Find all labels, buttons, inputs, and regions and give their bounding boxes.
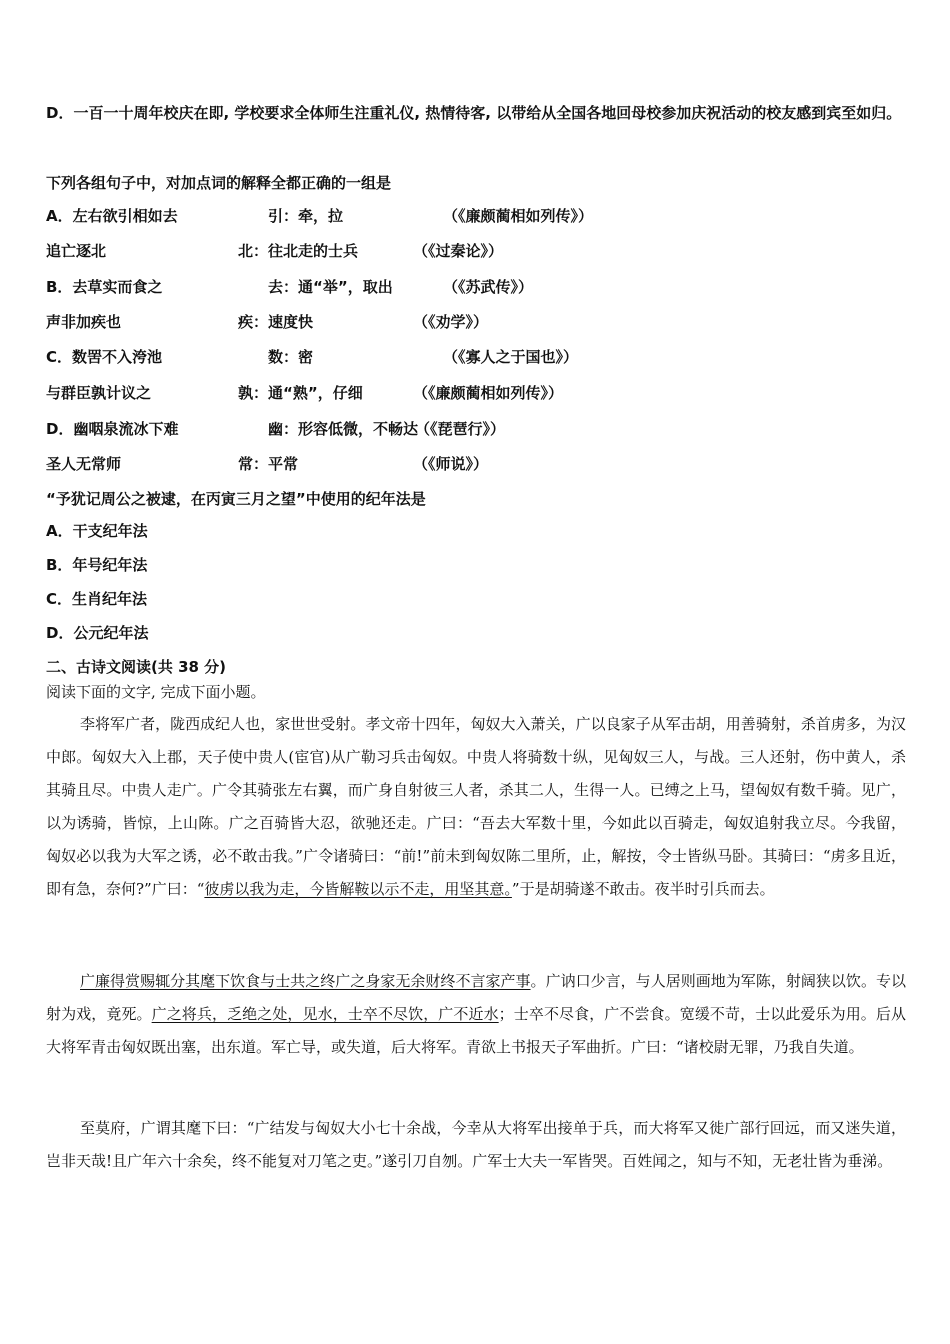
gloss-b2-source: （《劝学》） bbox=[413, 313, 489, 331]
gloss-a-source: （《廉颇蔺相如列传》） bbox=[443, 207, 594, 225]
gloss-b2-meaning: 疾：速度快 bbox=[238, 313, 314, 331]
gloss-c2-meaning: 孰：通“熟”，仔细 bbox=[238, 384, 363, 402]
section-title: 二、古诗文阅读(共 38 分) bbox=[46, 658, 227, 676]
gloss-c2-source: （《廉颇蔺相如列传》） bbox=[413, 384, 564, 402]
passage-paragraph-2 bbox=[46, 965, 906, 1064]
gloss-question-stem: 下列各组句子中，对加点词的解释全都正确的一组是 bbox=[46, 174, 392, 192]
section-instruction: 阅读下面的文字, 完成下面小题。 bbox=[46, 683, 266, 701]
passage-p2-underlined-sentence: 广之将兵，乏绝之处，见水，士卒不尽饮，广不近水 bbox=[151, 1005, 499, 1023]
gloss-d-source: （《琵琶行》） bbox=[415, 420, 506, 438]
passage-p2-text-b: ；士卒不尽食，广不尝食。宽缓不苛，士以此爱乐为用。后从大将军青击匈奴既出塞，出东道。军亡导，或失道，后大将军。青欲上书报天子军曲折。广曰：“诸校尉无罪，乃我自失道。 bbox=[46, 1005, 906, 1056]
passage-p2-text-a: 。广讷口少言，与人居则画地为军陈，射阔狭以饮。专以射为戏，竟死。 bbox=[46, 972, 906, 1023]
gloss-d2-meaning: 常：平常 bbox=[238, 455, 299, 473]
gloss-d-sentence: D．幽咽泉流冰下难 bbox=[46, 420, 179, 438]
previous-question-option-d: D．一百一十周年校庆在即, 学校要求全体师生注重礼仪, 热情待客, 以带给从全国各地回母校参加庆祝活动的校友感到宾至如归。 bbox=[46, 104, 902, 122]
calendar-option-b: B．年号纪年法 bbox=[46, 556, 148, 574]
gloss-b-sentence: B．去草实而食之 bbox=[46, 278, 163, 296]
gloss-b2-sentence: 声非加疾也 bbox=[46, 313, 122, 331]
gloss-a2-source: （《过秦论》） bbox=[413, 242, 504, 260]
gloss-c-meaning: 数：密 bbox=[268, 348, 314, 366]
gloss-a2-meaning: 北：往北走的士兵 bbox=[238, 242, 359, 260]
gloss-a2-sentence: 追亡逐北 bbox=[46, 242, 107, 260]
gloss-c-source: （《寡人之于国也》） bbox=[443, 348, 579, 366]
passage-p1-text-a: 李将军广者，陇西成纪人也，家世世受射。孝文帝十四年，匈奴大入萧关，广以良家子从军击胡，用善骑射，杀首虏多，为汉中郎。匈奴大入上郡，天子使中贵人(宦官)从广勒习兵击匈奴。中贵人将骑数十纵，见匈奴三人，与战。三人还射，伤中黄人，杀其骑且尽。中贵人走广。广令其骑张左右翼，而广身自射彼三人者，杀其二人，生得一人。已缚之上马，望匈奴有数千骑。见广，以为诱骑，皆惊，上山陈。广之百骑皆大忍，欲驰还走。广曰：“吾去大军数十里，今如此以百骑走，匈奴追射我立尽。今我留，匈奴必以我为大军之诱，必不敢击我。”广令诸骑曰：“前!”前未到匈奴陈二里所，止，解按，令士皆纵马卧。其骑曰：“虏多且近，即有急，奈何?”广曰：“ bbox=[46, 715, 906, 898]
calendar-question-stem: “予犹记周公之被逮，在丙寅三月之望”中使用的纪年法是 bbox=[46, 490, 426, 508]
gloss-a-sentence: A．左右欲引相如去 bbox=[46, 207, 178, 225]
gloss-c-sentence: C．数罟不入洿池 bbox=[46, 348, 163, 366]
passage-p1-text-b: ”于是胡骑遂不敢击。夜半时引兵而去。 bbox=[511, 880, 775, 898]
passage-paragraph-3: 至莫府，广谓其麾下曰：“广结发与匈奴大小七十余战，今幸从大将军出接单于兵，而大将军又徙广部行回远，而又迷失道，岂非天哉!且广年六十余矣，终不能复对刀笔之吏。”遂引刀自刎。广军士大夫一军皆哭。百姓闻之，知与不知，无老壮皆为垂涕。 bbox=[46, 1119, 906, 1170]
gloss-a-meaning: 引：牵，拉 bbox=[268, 207, 344, 225]
passage-paragraph-1 bbox=[46, 708, 906, 906]
gloss-d2-source: （《师说》） bbox=[413, 455, 489, 473]
gloss-b-meaning: 去：通“举”，取出 bbox=[268, 278, 393, 296]
passage-p1-underlined-sentence: 彼虏以我为走，今皆解鞍以示不走，用坚其意。 bbox=[204, 880, 512, 898]
gloss-d-meaning: 幽：形容低微，不畅达 bbox=[268, 420, 419, 438]
gloss-c2-sentence: 与群臣孰计议之 bbox=[46, 384, 152, 402]
calendar-option-a: A．干支纪年法 bbox=[46, 522, 148, 540]
calendar-option-c: C．生肖纪年法 bbox=[46, 590, 148, 608]
gloss-b-source: （《苏武传》） bbox=[443, 278, 534, 296]
gloss-d2-sentence: 圣人无常师 bbox=[46, 455, 122, 473]
calendar-option-d: D．公元纪年法 bbox=[46, 624, 149, 642]
passage-p2-underlined-unpunctuated: 广廉得赏赐辄分其麾下饮食与士共之终广之身家无余财终不言家产事 bbox=[80, 972, 531, 990]
